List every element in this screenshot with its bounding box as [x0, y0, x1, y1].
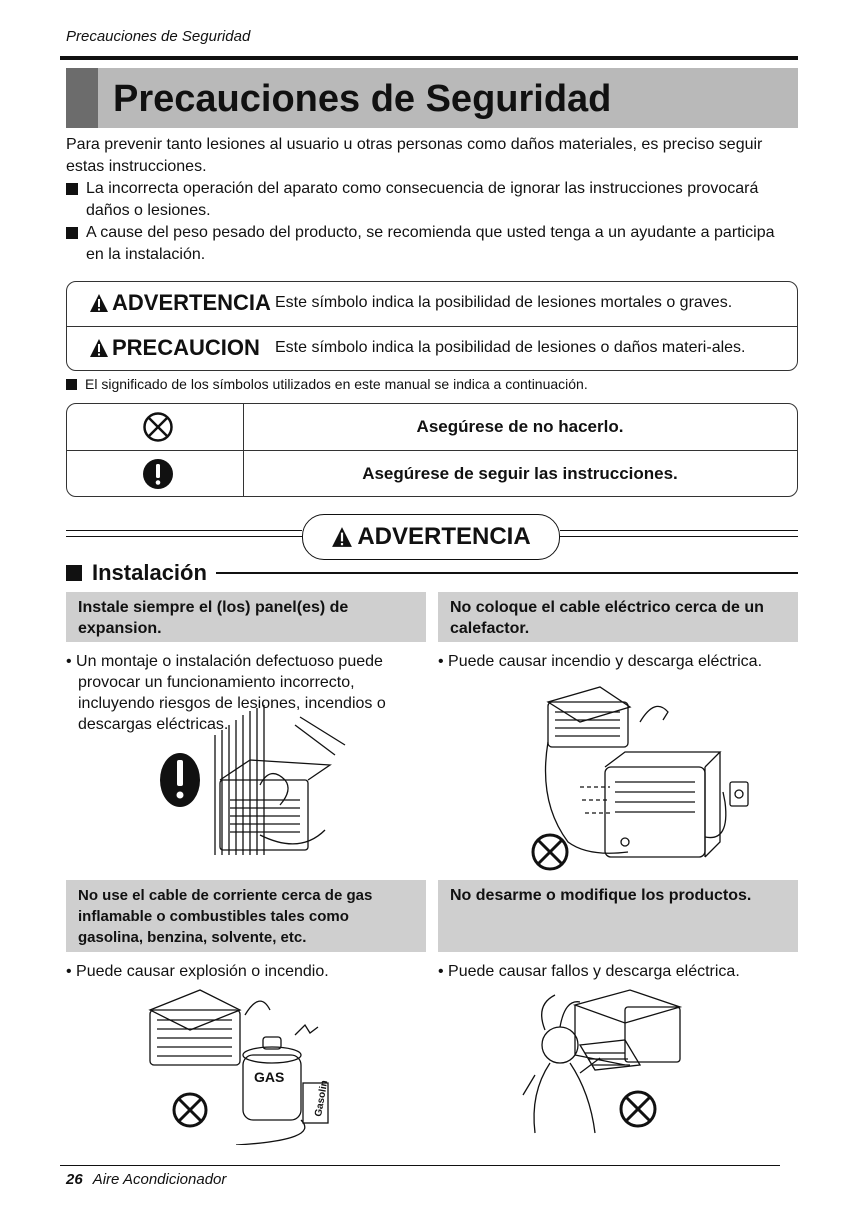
prohibited-icon	[533, 835, 567, 869]
symbol-description: Este símbolo indica la posibilidad de lesiones o daños materi-ales.	[275, 339, 746, 356]
header-rule	[60, 56, 798, 60]
intro-paragraph: Para prevenir tanto lesiones al usuario u otras personas como daños materiales, es preciso seguir estas instrucciones.	[66, 136, 763, 175]
page-number: 26	[66, 1171, 83, 1188]
card-body: • Puede causar incendio y descarga eléctrica.	[438, 653, 763, 670]
prohibited-icon	[142, 411, 174, 443]
section-heading: Instalación	[66, 560, 207, 586]
mandatory-icon	[160, 753, 200, 807]
illustration-gas	[145, 985, 345, 1145]
warning-banner: ADVERTENCIA	[302, 514, 560, 560]
warning-triangle-icon	[331, 526, 353, 548]
symbol-label: ADVERTENCIA	[112, 290, 271, 315]
symbol-row-caution	[67, 326, 797, 371]
square-bullet-icon	[66, 227, 78, 239]
square-bullet-icon	[66, 379, 77, 390]
card-body: • Puede causar fallos y descarga eléctrica.	[438, 963, 740, 980]
illustration-installation	[160, 705, 350, 865]
caution-triangle-icon	[89, 338, 109, 358]
intro-bullet: La incorrecta operación del aparato como consecuencia de ignorar las instrucciones provocará daños o lesiones.	[66, 178, 796, 222]
square-bullet-icon	[66, 565, 82, 581]
running-header: Precauciones de Seguridad	[66, 28, 251, 45]
card-body: • Puede causar explosión o incendio.	[66, 963, 329, 980]
symbol-row-warning	[67, 282, 797, 326]
mandatory-icon	[142, 458, 174, 490]
double-rule-right	[560, 530, 798, 537]
card-heading: Instale siempre el (los) panel(es) de expansion.	[66, 592, 426, 642]
card-heading: No desarme o modifique los productos.	[438, 880, 798, 952]
symbol-label: PRECAUCION	[112, 335, 260, 360]
gas-label: GAS	[254, 1069, 285, 1085]
warning-triangle-icon	[89, 293, 109, 313]
meaning-row-mandatory	[67, 450, 797, 497]
meaning-note: El significado de los símbolos utilizados en este manual se indica a continuación.	[66, 376, 588, 392]
title-accent	[66, 68, 98, 128]
symbol-description: Este símbolo indica la posibilidad de lesiones mortales o graves.	[275, 294, 733, 311]
illustration-heater	[520, 682, 760, 872]
footer	[66, 1171, 226, 1188]
symbol-legend-box	[66, 281, 798, 371]
page-title: Precauciones de Seguridad	[113, 78, 612, 120]
gasoline-label: Gasolin	[313, 1079, 331, 1118]
prohibited-icon	[174, 1094, 206, 1126]
symbol-meaning-box	[66, 403, 798, 497]
intro	[66, 134, 796, 266]
footer-rule	[60, 1165, 780, 1166]
double-rule-left	[66, 530, 302, 537]
meaning-row-prohibited	[67, 404, 797, 450]
footer-title: Aire Acondicionador	[92, 1171, 227, 1188]
intro-bullet: A cause del peso pesado del producto, se recomienda que usted tenga a un ayudante a participa en la instalación.	[66, 222, 796, 266]
meaning-text: Asegúrese de seguir las instrucciones.	[362, 464, 678, 483]
card-body: • Un montaje o instalación defectuoso puede provocar un funcionamiento incorrecto, incluyendo riesgos de lesiones, incendios o descargas eléctricas.	[66, 653, 386, 733]
meaning-text: Asegúrese de no hacerlo.	[416, 417, 624, 436]
section-rule	[216, 572, 798, 574]
square-bullet-icon	[66, 183, 78, 195]
card-heading: No coloque el cable eléctrico cerca de un calefactor.	[438, 592, 798, 642]
illustration-disassembly	[520, 985, 710, 1145]
card-heading: No use el cable de corriente cerca de gas inflamable o combustibles tales como gasolina, benzina, solvente, etc.	[66, 880, 426, 952]
prohibited-icon	[621, 1092, 655, 1126]
